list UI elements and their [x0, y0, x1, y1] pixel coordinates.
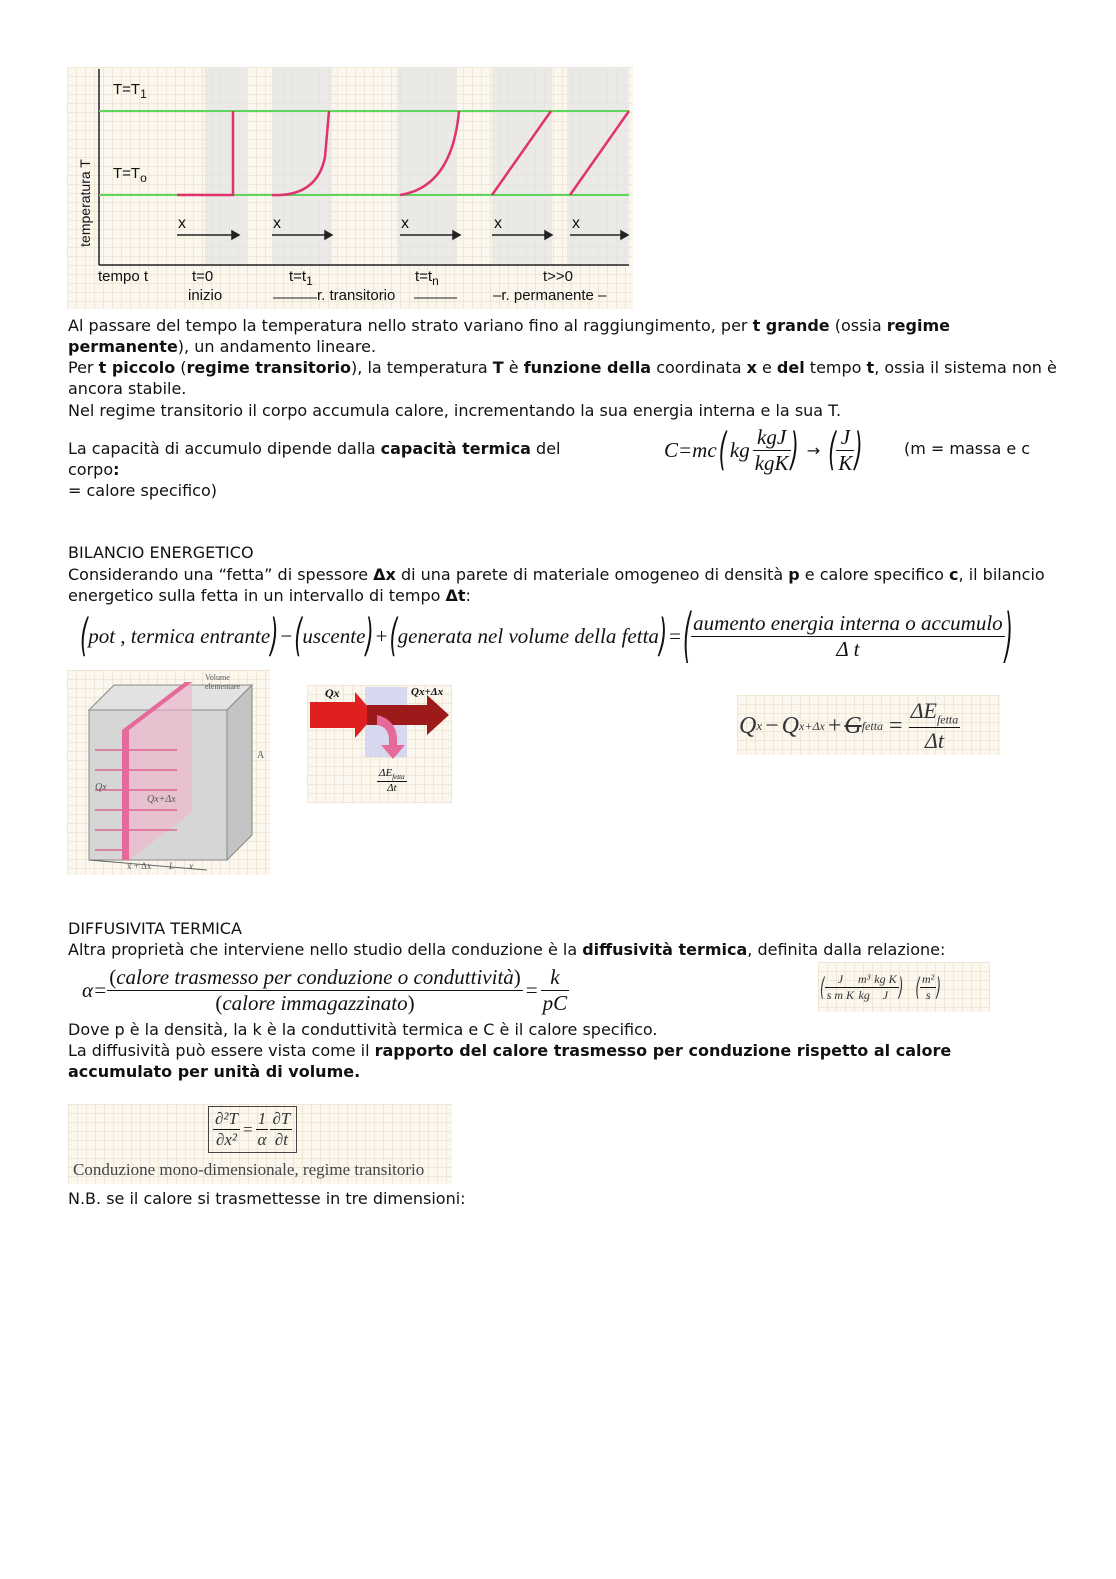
qx-arrow-label: Qx	[325, 686, 340, 700]
diffusivita-definitions: Dove p è la densità, la k è la conduttività termica e C è il calore specifico.	[68, 1020, 658, 1039]
x-label-5: x	[572, 215, 580, 232]
l-label: L	[169, 861, 175, 871]
capacita-termica-formula: C=mc ( kg $\frac{\text{kgJ}}{\text{kgK}}$ ) → ( $\frac{J}{K}$ )	[664, 424, 863, 476]
paragraph-regime-transitorio: Per t piccolo (regime transitorio), la temperatura T è funzione della coordinata x e del tempo t, ossia il sistema non è ancora stabile.	[68, 358, 1057, 398]
volume-element-diagram	[67, 670, 270, 875]
diffusivita-units: ( $\frac{J}{\text{s m K}}$ $\frac{\text{m³}}{kg}$ $\frac{\text{kg K}}{J}$ ) ( $\frac{\text{m²}}{s}$ )	[820, 971, 941, 1002]
diffusivita-formula: α= $\frac{\text{(calore trasmesso per conduzione o conduttività)}}{\text{(calore immagazzinato)}}$ = $\frac{k}{pC}$	[82, 964, 568, 1015]
heat-equation-box	[68, 1104, 452, 1184]
nb-paragraph: N.B. se il calore si trasmettesse in tre dimensioni:	[68, 1189, 466, 1208]
area-label: A	[257, 750, 265, 761]
bilancio-paragraph: Considerando una “fetta” di spessore Δx di una parete di materiale omogeneo di densità p e calore specifico c, il bilancio energetico sulla fetta in un intervallo di tempo Δt:	[68, 565, 1045, 605]
x-axis-cube-label: x	[189, 861, 193, 871]
x-dx-label: x + Δx	[127, 861, 152, 871]
paragraph-regime-permanente: Al passare del tempo la temperatura nello strato variano fino al raggiungimento, per t grande (ossia regime permanente), un andamento lineare.	[68, 316, 950, 356]
tt1-label: $t=t_1$	[289, 268, 313, 288]
bilancio-title: BILANCIO ENERGETICO	[68, 543, 254, 562]
heat-flow-arrows-diagram	[307, 685, 452, 803]
diffusivita-paragraph: Altra proprietà che interviene nello studio della conduzione è la diffusività termica, definita dalla relazione:	[68, 940, 946, 959]
y-axis-label: temperatura T	[77, 159, 93, 247]
bilancio-equation: ( pot , termica entrante ) − ( uscente ) + ( generata nel volume della fetta ) = ( $\frac{\text{aumento energia interna o accumulo}}{\text{Δ t}}$ )	[80, 602, 1013, 670]
tgg-label: t>>0	[543, 268, 574, 285]
heat-equation-caption: Conduzione mono-dimensionale, regime transitorio	[73, 1160, 425, 1179]
heat-equation: $\frac{\text{∂²T}}{\text{∂x²}}$ = $\frac{1}{\alpha}$ $\frac{\partial T}{\partial t}$	[208, 1106, 297, 1153]
permanente-label: –r. permanente –	[493, 287, 607, 304]
capacita-termica-note-cont: = calore specifico)	[68, 481, 217, 500]
temperature-profile-figure	[67, 67, 633, 309]
transitorio-label: r. transitorio	[317, 287, 396, 304]
x-label-2: x	[273, 215, 281, 232]
t1-label: $T=T_1$	[113, 81, 147, 101]
capacita-termica-note: (m = massa e c	[904, 439, 1031, 458]
qxdx-cube-label: Qx+Δx	[147, 794, 176, 805]
volume-element-label: Volume elementare	[205, 673, 241, 691]
tempo-label: tempo t	[98, 268, 149, 285]
paragraph-capacita-termica: La capacità di accumulo dipende dalla capacità termica del corpo:	[68, 439, 561, 479]
t0-label: $T=T_o$	[113, 165, 147, 185]
balance-equation-box	[737, 695, 1000, 755]
volume-element-svg	[67, 670, 270, 875]
t0-time-label: t=0	[192, 268, 214, 285]
delta-e-fraction: $\frac{\Delta E_{fetta}}{\Delta t}$	[379, 767, 405, 795]
qx-cube-label: Qx	[95, 782, 107, 793]
x-label-4: x	[494, 215, 502, 232]
diffusivita-units-box	[818, 962, 990, 1012]
inizio-label: inizio	[188, 287, 223, 304]
qxdx-arrow-label: Qx+Δx	[411, 686, 444, 698]
ttn-label: $t=t_n$	[415, 268, 439, 288]
paragraph-accumulo: Nel regime transitorio il corpo accumula calore, incrementando la sua energia interna e la sua T.	[68, 401, 842, 420]
balance-equation: Q x − Q x+Δx + G fetta = $\frac{\Delta E_{fetta}}{\Delta t}$	[739, 697, 959, 754]
diffusivita-title: DIFFUSIVITA TERMICA	[68, 919, 242, 938]
diffusivita-ratio: La diffusività può essere vista come il rapporto del calore trasmesso per conduzione rispetto al calore accumulato per unità di volume.	[68, 1041, 952, 1081]
x-label-3: x	[401, 215, 409, 232]
x-label-1: x	[178, 215, 186, 232]
